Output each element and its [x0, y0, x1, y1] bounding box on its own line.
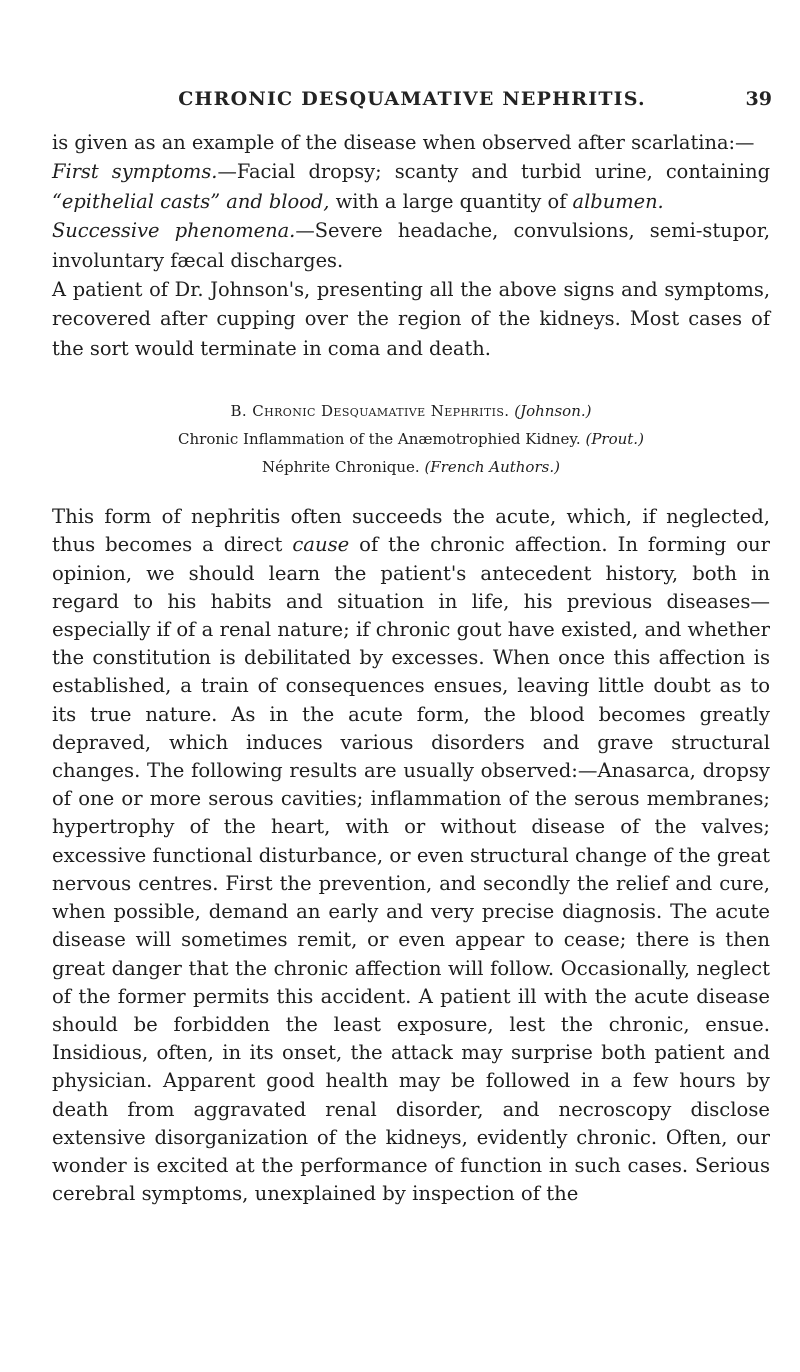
- first-symptoms-paragraph: [52, 157, 770, 216]
- section-heading-synonym-2: Néphrite Chronique.: [262, 458, 420, 477]
- successive-phenomena-label: Successive phenomena.: [52, 219, 296, 243]
- section-heading-line-1: [52, 397, 770, 425]
- case-note-paragraph: [52, 275, 770, 363]
- first-symptoms-text-a: —Facial dropsy; scanty and turbid urine, containing: [217, 160, 770, 184]
- section-heading-author-1: (Johnson.): [514, 402, 592, 421]
- section-heading-line-2: [52, 425, 770, 453]
- first-symptoms-text-d: albumen.: [572, 189, 664, 213]
- section-heading-author-2: (Prout.): [585, 430, 644, 449]
- section-heading-line-3: [52, 453, 770, 481]
- main-text-italic: cause: [292, 533, 350, 557]
- main-text-part-1: This form of nephritis often succeeds the acute, which, if neglected, thus becomes a direct: [52, 505, 770, 557]
- first-symptoms-text-c: with a large quantity of: [329, 189, 573, 213]
- section-heading-author-3: (French Authors.): [424, 458, 560, 477]
- page-number: 39: [745, 88, 772, 110]
- section-heading: [52, 397, 770, 481]
- section-heading-synonym-1: Chronic Inflammation of the Anæmotrophied Kidney.: [178, 430, 581, 449]
- case-note-text: A patient of Dr. Johnson's, presenting all the above signs and symptoms, recovered after cupping over the region of the kidneys. Most cases of the sort would terminate in coma and death.: [52, 278, 770, 360]
- successive-phenomena-text: —Severe headache, convulsions, semi-stupor, involuntary fæcal discharges.: [52, 219, 770, 272]
- intro-text: is given as an example of the disease when observed after scarlatina:—: [52, 131, 755, 154]
- main-text-part-2: of the chronic affection. In forming our opinion, we should learn the patient's antecedent history, both in regard to his habits and situation in life, his previous diseases—especially if of a renal nature; if chronic gout have existed, and whether the constitution is debilitated by excesses. When once this affection is established, a train of consequences ensues, leaving little doubt as to its true nature. As in the acute form, the blood becomes greatly depraved, which induces various disorders and grave structural changes. The following results are usually observed:—Anasarca, dropsy of one or more serous cavities; inflammation of the serous membranes; hypertrophy of the heart, with or without disease of the valves; excessive functional disturbance, or even structural change of the great nervous centres. First the prevention, and secondly the relief and cure, when possible, demand an early and very precise diagnosis. The acute disease will sometimes remit, or even appear to cease; there is then great danger that the chronic affection will follow. Occasionally, neglect of the former permits this accident. A patient ill with the acute disease should be forbidden the least exposure, lest the chronic, ensue. Insidious, often, in its onset, the attack may surprise both patient and physician. Apparent good health may be followed in a few hours by death from aggravated renal disorder, and necroscopy disclose extensive disorganization of the kidneys, evidently chronic. Often, our wonder is excited at the performance of function in such cases. Serious cerebral symptoms, unexplained by inspection of the: [52, 533, 770, 1206]
- section-heading-title: B. Chronic Desquamative Nephritis.: [230, 402, 510, 421]
- running-header: [52, 88, 772, 114]
- body-text: [52, 128, 770, 1208]
- first-symptoms-label: First symptoms.: [52, 160, 218, 184]
- intro-paragraph: [52, 128, 770, 157]
- first-symptoms-text-b: “epithelial casts” and blood,: [52, 189, 330, 213]
- running-title: CHRONIC DESQUAMATIVE NEPHRITIS.: [178, 88, 646, 110]
- successive-phenomena-paragraph: [52, 216, 770, 275]
- main-paragraph: [52, 503, 770, 1208]
